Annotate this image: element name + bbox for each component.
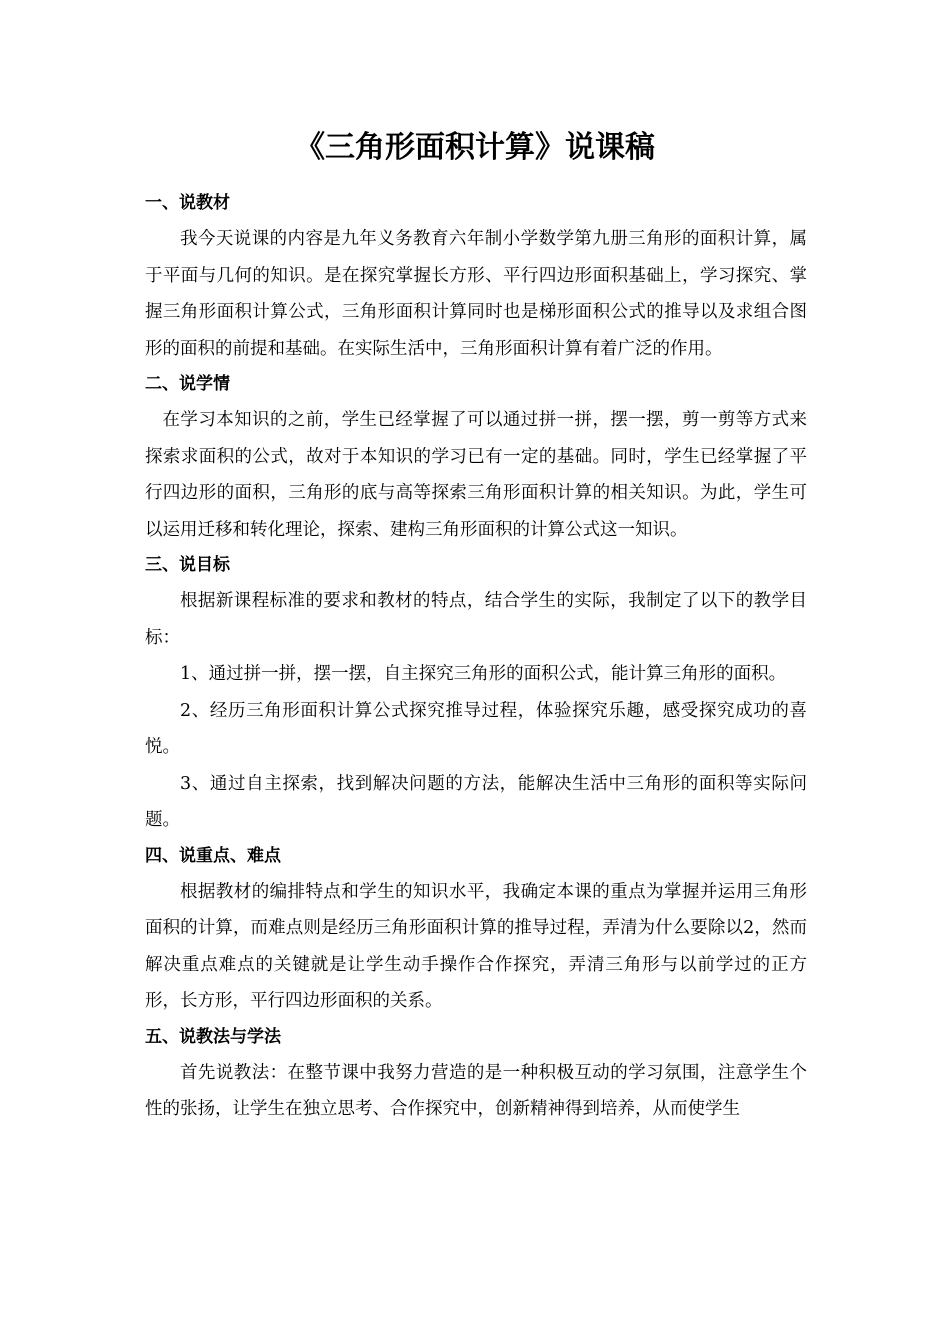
- section-methods: [145, 1020, 807, 1128]
- section-heading: 四、说重点、难点: [145, 845, 281, 866]
- paragraph: 首先说教法：在整节课中我努力营造的是一种积极互动的学习氛围，注意学生个性的张扬，让学生在独立思考、合作探究中，创新精神得到培养，从而使学生: [145, 1062, 807, 1119]
- paragraph: 根据教材的编排特点和学生的知识水平，我确定本课的重点为掌握并运用三角形面积的计算，而难点则是经历三角形面积计算的推导过程，弄清为什么要除以2，然而解决重点难点的关键就是让学生动手操作合作探究，弄清三角形与以前学过的正方形，长方形，平行四边形面积的关系。: [145, 881, 807, 1011]
- paragraph: 我今天说课的内容是九年义务教育六年制小学数学第九册三角形的面积计算，属于平面与几何的知识。是在探究掌握长方形、平行四边形面积基础上，学习探究、掌握三角形面积计算公式，三角形面积计算同时也是梯形面积公式的推导以及求组合图形的面积的前提和基础。在实际生活中，三角形面积计算有着广泛的作用。: [145, 229, 807, 359]
- objective-item: 3、通过自主探索，找到解决问题的方法，能解决生活中三角形的面积等实际问题。: [145, 773, 807, 830]
- objective-item: 1、通过拼一拼，摆一摆，自主探究三角形的面积公式，能计算三角形的面积。: [180, 664, 787, 684]
- section-heading: 五、说教法与学法: [145, 1026, 281, 1047]
- section-heading: 一、说教材: [145, 193, 230, 213]
- objective-item: 2、经历三角形面积计算公式探究推导过程，体验探究乐趣，感受探究成功的喜悦。: [145, 700, 807, 757]
- section-objectives: [145, 548, 807, 839]
- paragraph: 根据新课程标准的要求和教材的特点，结合学生的实际，我制定了以下的教学目标：: [145, 591, 807, 648]
- paragraph: 在学习本知识的之前，学生已经掌握了可以通过拼一拼，摆一摆，剪一剪等方式来探索求面积的公式，故对于本知识的学习已有一定的基础。同时，学生已经掌握了平行四边形的面积，三角形的底与高等探索三角形面积计算的相关知识。为此，学生可以运用迁移和转化理论，探索、建构三角形面积的计算公式这一知识。: [145, 410, 807, 540]
- section-students: [145, 367, 807, 548]
- section-heading: 二、说学情: [145, 374, 230, 394]
- section-textbook: [145, 186, 807, 367]
- document-body: [145, 186, 807, 1128]
- section-key-points: [145, 839, 807, 1020]
- document-title: 《三角形面积计算》说课稿: [295, 130, 655, 165]
- section-heading: 三、说目标: [145, 555, 230, 575]
